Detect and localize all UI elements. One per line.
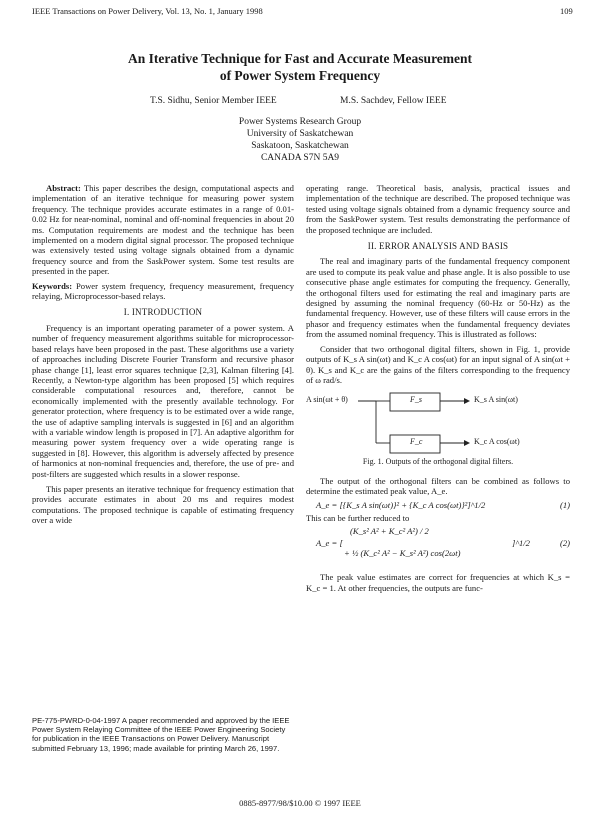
author-1: T.S. Sidhu, Senior Member IEEE	[150, 96, 277, 106]
left-column	[32, 183, 294, 528]
keywords-label: Keywords:	[32, 280, 73, 291]
equation-2	[316, 526, 570, 566]
equation-2-line-1: (K_s² A² + K_c² A²) / 2	[350, 526, 429, 537]
right-paragraph-3: The output of the orthogonal filters can be combined as follows to determine the estimated peak value, A_e.	[306, 475, 570, 497]
author-2: M.S. Sachdev, Fellow IEEE	[340, 96, 447, 106]
keywords-text: Power system frequency, frequency measurement, frequency relaying, Microprocessor-based relays.	[32, 280, 294, 302]
equation-1	[316, 500, 570, 510]
title-line-1: An Iterative Technique for Fast and Accurate Measurement	[127, 51, 473, 66]
equation-2-number: (2)	[559, 538, 570, 549]
filter-cosine-label: F_c	[410, 437, 423, 447]
keywords	[32, 281, 294, 302]
equation-2-lhs: A_e = [	[316, 538, 343, 549]
affiliation-line: University of Saskatchewan	[246, 129, 354, 139]
affiliation	[180, 116, 420, 164]
intro-paragraph-2: This paper presents an iterative technique for frequency estimation that provides accurate estimates in about 20 ms and requires modest computations. The proposed technique is capable of estimating frequency over a wide	[32, 483, 294, 526]
affiliation-line: Power Systems Research Group	[238, 117, 362, 127]
affiliation-line: Saskatoon, Saskatchewan	[251, 141, 349, 151]
figure-caption: Fig. 1. Outputs of the orthogonal digital filters.	[362, 457, 514, 467]
intro-paragraph-1: Frequency is an important operating parameter of a power system. A number of frequency measurement algorithms suitable for microprocessor-based relays have been proposed in the past. These algorithms use a variety of approaches including Discrete Fourier Transform and recursive phasor phase change [1], least error squares technique [2,3], Kalman filtering [4]. Recently, a Newton-type algorithm has been proposed [5] which requires considerable computational resources and, therefore, cannot be economically implemented with the presently available technology. For generator protection, where frequency is to be estimated over a wide range, the use of adaptive sampling intervals is suggested in [6] and an algorithm with a variable window length is proposed in [7]. An adaptive algorithm for measuring power system frequency over a wide operating range is suggested in [8]. However, this algorithm is adversely affected by presence of harmonics at non-nominal frequencies and, therefore, the use of pre- and post-filters are suggested which results in a slower response.	[32, 322, 294, 479]
equation-2-line-2: + ½ (K_c² A² − K_s² A²) cos(2ωt)	[344, 548, 461, 559]
equation-2-exponent: ]^1/2	[512, 538, 530, 549]
filter-sine-label: F_s	[410, 395, 422, 405]
equation-1-body: A_e = [{K_s A sin(ωt)}² + {K_c A cos(ωt)}²]^1/2	[316, 499, 486, 510]
affiliation-line: CANADA S7N 5A9	[260, 153, 340, 163]
right-paragraph-2: Consider that two orthogonal digital filters, shown in Fig. 1, provide outputs of K_s A sin(ωt) and K_c A cos(ωt) for an input signal of A sin(ωt + θ). K_s and K_c are the gains of the filters corresponding to the frequency of ω rad/s.	[306, 343, 570, 385]
section-heading-introduction: I. INTRODUCTION	[123, 307, 203, 318]
copyright-footer: 0885-8977/98/$10.00 © 1997 IEEE	[239, 798, 361, 808]
title-line-2: of Power System Frequency	[219, 68, 381, 83]
abstract-label: Abstract:	[46, 183, 81, 193]
abstract	[32, 183, 294, 277]
equation-1-number: (1)	[559, 499, 570, 510]
journal-header: IEEE Transactions on Power Delivery, Vol. 13, No. 1, January 1998	[32, 6, 263, 16]
right-paragraph-5: The peak value estimates are correct for frequencies at which K_s = K_c = 1. At other frequencies, the outputs are func-	[306, 572, 570, 593]
right-paragraph-1: The real and imaginary parts of the fundamental frequency component are used to compute its peak value and phase angle. It is also possible to use consecutive phase angle estimates for computing the frequency. Generally, the orthogonal filters used for estimating the real and imaginary parts are designed by assuming the nominal frequency (60-Hz or 50-Hz) as the fundamental frequency. However, use of these filters will cause errors in the phasor and frequency estimates when the fundamental frequency deviates from the assumed nominal frequency. This is illustrated as follows:	[306, 256, 570, 340]
page-number: 109	[560, 6, 573, 16]
figure-1	[306, 391, 570, 455]
abstract-text: This paper describes the design, computational aspects and implementation of an iterative technique for measuring power system frequency. The technique provides accurate estimates in a range of 0.01-0.02 Hz for near-nominal, nominal and off-nominal frequencies in about 20 ms. Computation requirements are modest and the technique has been implemented on a modern digital signal processor. The proposed technique was extensively tested using voltage signals obtained from a dynamic frequency source and from the SaskPower system. Some test results are presented in the paper.	[32, 183, 294, 277]
right-paragraph-0: operating range. Theoretical basis, analysis, practical issues and implementation of the technique are described. The proposed technique was tested using voltage signals obtained from a dynamic frequency source and from the SaskPower system. Test results demonstrating the performance of the proposed technique are included.	[306, 183, 570, 235]
sine-output-label: K_s A sin(ωt)	[474, 395, 518, 405]
input-signal-label: A sin(ωt + θ)	[306, 395, 348, 405]
right-column	[306, 183, 570, 595]
section-heading-error-analysis: II. ERROR ANALYSIS AND BASIS	[367, 241, 509, 252]
right-paragraph-4: This can be further reduced to	[306, 512, 410, 523]
cosine-output-label: K_c A cos(ωt)	[474, 437, 520, 447]
paper-title	[40, 50, 560, 84]
footnote: PE-775-PWRD-0-04-1997 A paper recommended and approved by the IEEE Power System Relaying Committee of the IEEE Power Engineering Society for publication in the IEEE Transactions on Power Delivery. Manuscript submitted February 13, 1996; made available for printing March 26, 1997.	[32, 716, 290, 753]
